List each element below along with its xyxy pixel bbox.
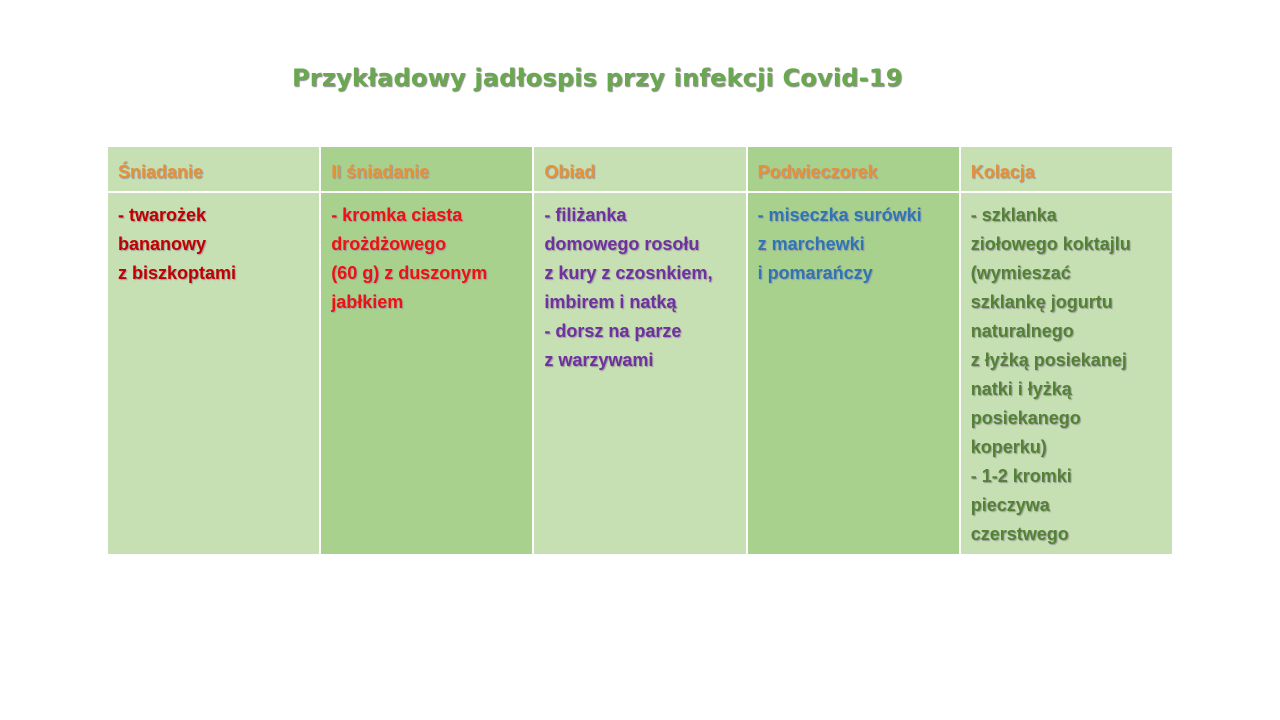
menu-line: - kromka ciasta	[331, 205, 463, 225]
menu-line: z kury z czosnkiem,	[544, 263, 713, 283]
menu-line: natki i łyżką	[970, 379, 1072, 399]
cell-obiad	[533, 192, 746, 555]
cell-ii-sniadanie	[320, 192, 533, 555]
header-podwieczorek: Podwieczorek	[747, 146, 960, 192]
menu-line: z łyżką posiekanej	[970, 350, 1127, 370]
menu-table	[106, 145, 1174, 556]
menu-line: - dorsz na parze	[544, 321, 682, 341]
menu-line: drożdżowego	[331, 234, 447, 254]
page-title: Przykładowy jadłospis przy infekcji Covid-19	[292, 64, 903, 92]
menu-line: - filiżanka	[544, 205, 627, 225]
cell-kolacja	[960, 192, 1173, 555]
menu-line: i pomarańczy	[757, 263, 873, 283]
menu-line: ziołowego koktajlu	[970, 234, 1131, 254]
header-ii-sniadanie: II śniadanie	[320, 146, 533, 192]
header-obiad: Obiad	[533, 146, 746, 192]
header-sniadanie: Śniadanie	[107, 146, 320, 192]
header-kolacja: Kolacja	[960, 146, 1173, 192]
menu-line: szklankę jogurtu	[970, 292, 1113, 312]
menu-line: imbirem i natką	[544, 292, 677, 312]
menu-line: bananowy	[118, 234, 207, 254]
menu-line: naturalnego	[970, 321, 1074, 341]
menu-line: jabłkiem	[331, 292, 404, 312]
menu-line: koperku)	[970, 437, 1047, 457]
menu-line: - miseczka surówki	[757, 205, 922, 225]
menu-line: - twarożek	[118, 205, 207, 225]
menu-line: posiekanego	[970, 408, 1081, 428]
menu-line: czerstwego	[970, 524, 1069, 544]
menu-line: z warzywami	[544, 350, 654, 370]
menu-line: (wymieszać	[970, 263, 1071, 283]
menu-line: z marchewki	[757, 234, 865, 254]
menu-line: domowego rosołu	[544, 234, 700, 254]
menu-line: - 1-2 kromki	[970, 466, 1072, 486]
header-row	[107, 146, 1173, 192]
menu-line: - szklanka	[970, 205, 1057, 225]
menu-row	[107, 192, 1173, 555]
menu-line: z biszkoptami	[118, 263, 237, 283]
menu-line: (60 g) z duszonym	[331, 263, 488, 283]
cell-sniadanie	[107, 192, 320, 555]
menu-line: pieczywa	[970, 495, 1050, 515]
cell-podwieczorek	[747, 192, 960, 555]
